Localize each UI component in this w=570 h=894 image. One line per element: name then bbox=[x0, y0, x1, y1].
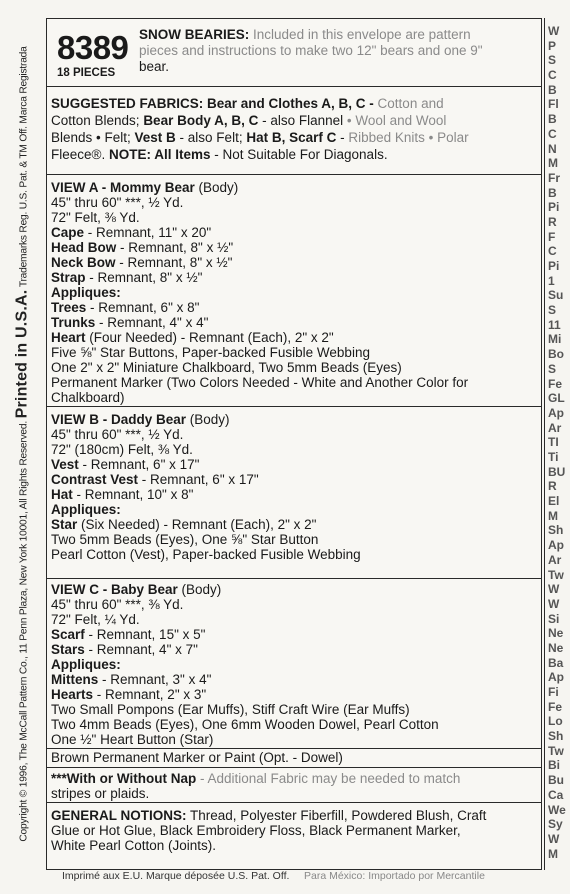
adjacent-text-fragment: TI bbox=[548, 435, 559, 449]
item-text: - Remnant, 15" x 5" bbox=[84, 627, 206, 642]
view-b-yardage-1: 45" thru 60" ***, ½ Yd. bbox=[51, 427, 184, 442]
view-a-item-head-bow bbox=[51, 241, 233, 255]
adjacent-text-fragment: C bbox=[548, 68, 557, 82]
general-notions-section bbox=[47, 803, 541, 869]
adjacent-text-fragment: W bbox=[548, 832, 560, 846]
fabrics-text: Cotton Blends; bbox=[51, 113, 144, 128]
view-a-item-cape bbox=[51, 226, 211, 240]
view-c-suffix: (Body) bbox=[177, 582, 222, 597]
item-label: Vest bbox=[51, 457, 79, 472]
adjacent-text-fragment: Tw bbox=[548, 568, 564, 582]
note-label: NOTE: All Items bbox=[108, 147, 211, 162]
adjacent-text-fragment: Pi bbox=[548, 259, 560, 273]
adjacent-text-fragment: Ne bbox=[548, 626, 564, 640]
copyright-text: Copyright © 1996, The McCall Pattern Co., 11 Penn Plaza, New York 10001, All Rights Reserved. bbox=[19, 421, 30, 842]
adjacent-text-fragment: C bbox=[548, 127, 557, 141]
adjacent-text-fragment: Bo bbox=[548, 347, 564, 361]
general-notions-label: GENERAL NOTIONS: bbox=[51, 808, 187, 823]
item-text: - Remnant, 10" x 8" bbox=[72, 487, 194, 502]
view-c-item-stars bbox=[51, 643, 198, 657]
pieces-count: 18 PIECES bbox=[57, 67, 116, 79]
adjacent-text-fragment: B bbox=[548, 83, 557, 97]
header-section bbox=[47, 19, 541, 87]
footer-line bbox=[62, 870, 485, 882]
item-label: Hat bbox=[51, 487, 73, 502]
pattern-title: SNOW BEARIES: bbox=[139, 27, 250, 42]
adjacent-text-fragment: Tw bbox=[548, 744, 564, 758]
view-c-item-scarf bbox=[51, 628, 205, 642]
view-c-title bbox=[51, 583, 221, 597]
adjacent-text-fragment: Bi bbox=[548, 758, 560, 772]
item-text: - Remnant, 6" x 8" bbox=[86, 300, 200, 315]
fabrics-text: Ribbed Knits bbox=[348, 130, 425, 145]
view-a-notion-1: Five ⅝" Star Buttons, Paper-backed Fusible Webbing bbox=[51, 345, 370, 360]
view-b-item-contrast-vest bbox=[51, 473, 259, 487]
fabrics-heading: SUGGESTED FABRICS: Bear and Clothes A, B, C - bbox=[51, 96, 374, 111]
view-b-title bbox=[51, 413, 230, 427]
view-c-yardage-2: 72" Felt, ¼ Yd. bbox=[51, 612, 140, 627]
view-b-notion-2: Pearl Cotton (Vest), Paper-backed Fusible Webbing bbox=[51, 547, 361, 562]
fabrics-item: Bear Body A, B, C bbox=[143, 113, 259, 128]
view-c-notion-2: Two 4mm Beads (Eyes), One 6mm Wooden Dowel, Pearl Cotton bbox=[51, 717, 439, 732]
nap-section bbox=[47, 767, 541, 803]
fabrics-text: - bbox=[336, 130, 349, 145]
fabrics-line-3 bbox=[51, 131, 469, 145]
adjacent-text-fragment: We bbox=[548, 803, 566, 817]
fabrics-text: • Polar bbox=[424, 130, 469, 145]
view-b-item-hat bbox=[51, 488, 193, 502]
adjacent-text-fragment: S bbox=[548, 362, 557, 376]
item-text: - Remnant, 11" x 20" bbox=[84, 225, 212, 240]
pattern-description-1: Included in this envelope are pattern bbox=[253, 27, 471, 42]
adjacent-text-fragment: R bbox=[548, 215, 557, 229]
view-a-appliques-label: Appliques: bbox=[51, 285, 121, 300]
adjacent-text-fragment: Ba bbox=[548, 656, 564, 670]
fabrics-line-1 bbox=[51, 97, 444, 111]
item-text: - Remnant, 6" x 17" bbox=[78, 457, 200, 472]
view-a-item-neck-bow bbox=[51, 256, 232, 270]
item-label: Strap bbox=[51, 270, 86, 285]
adjacent-text-fragment: Fi bbox=[548, 685, 559, 699]
adjacent-text-fragment: Ti bbox=[548, 450, 559, 464]
item-text: (Four Needed) - Remnant (Each), 2" x 2" bbox=[85, 330, 334, 345]
fabrics-item: Vest B bbox=[134, 130, 176, 145]
adjacent-text-fragment: Pi bbox=[548, 200, 560, 214]
view-a-suffix: (Body) bbox=[194, 180, 239, 195]
fabrics-text: Cotton and bbox=[373, 96, 444, 111]
adjacent-text-fragment: P bbox=[548, 39, 557, 53]
item-label: Neck Bow bbox=[51, 255, 116, 270]
view-c-applique-hearts bbox=[51, 688, 206, 702]
trademark-text: Trademarks Reg. U.S. Pat. & TM Off. Marca Registrada bbox=[19, 46, 30, 288]
item-label: Star bbox=[51, 517, 78, 532]
nap-line-1 bbox=[51, 772, 460, 786]
fabrics-line-2 bbox=[51, 114, 446, 128]
item-text: - Remnant, 4" x 4" bbox=[95, 315, 209, 330]
adjacent-text-fragment: M bbox=[548, 509, 558, 523]
adjacent-text-fragment: M bbox=[548, 156, 558, 170]
nap-label: ***With or Without Nap bbox=[51, 771, 197, 786]
view-a-notion-4: Chalkboard) bbox=[51, 390, 125, 405]
view-c-section bbox=[47, 579, 541, 749]
adjacent-text-fragment: S bbox=[548, 303, 557, 317]
side-copyright-strip bbox=[6, 18, 40, 870]
view-a-title bbox=[51, 181, 238, 195]
item-text: - Remnant, 4" x 7" bbox=[84, 642, 198, 657]
item-label: Heart bbox=[51, 330, 86, 345]
adjacent-text-fragment: B bbox=[548, 186, 557, 200]
side-copyright-text bbox=[14, 46, 32, 841]
view-a-section bbox=[47, 175, 541, 407]
header-line-1 bbox=[139, 28, 471, 42]
item-label: Mittens bbox=[51, 672, 99, 687]
item-text: - Remnant, 8" x ½" bbox=[115, 255, 233, 270]
adjacent-text-fragment: Fe bbox=[548, 700, 563, 714]
item-text: - Remnant, 3" x 4" bbox=[98, 672, 212, 687]
general-notions-line-1 bbox=[51, 809, 486, 823]
view-a-applique-trees bbox=[51, 301, 199, 315]
item-label: Contrast Vest bbox=[51, 472, 139, 487]
adjacent-text-fragment: GL bbox=[548, 391, 565, 405]
view-c-appliques-label: Appliques: bbox=[51, 657, 121, 672]
item-text: - Remnant, 8" x ½" bbox=[116, 240, 234, 255]
view-b-heading: VIEW B - Daddy Bear bbox=[51, 412, 187, 427]
adjacent-text-fragment: Ca bbox=[548, 788, 564, 802]
view-b-item-vest bbox=[51, 458, 199, 472]
item-label: Cape bbox=[51, 225, 85, 240]
pattern-number: 8389 bbox=[57, 29, 129, 66]
view-a-heading: VIEW A - Mommy Bear bbox=[51, 180, 195, 195]
view-b-appliques-label: Appliques: bbox=[51, 502, 121, 517]
adjacent-text-fragment: Fr bbox=[548, 171, 560, 185]
fabrics-section bbox=[47, 87, 541, 175]
general-notions-line-3: White Pearl Cotton (Joints). bbox=[51, 838, 217, 853]
general-notions-text: Thread, Polyester Fiberfill, Powdered Blush, Craft bbox=[186, 808, 487, 823]
view-b-applique-star bbox=[51, 518, 316, 532]
view-b-yardage-2: 72" (180cm) Felt, ⅜ Yd. bbox=[51, 442, 193, 457]
view-c-yardage-1: 45" thru 60" ***, ⅜ Yd. bbox=[51, 597, 184, 612]
adjacent-text-fragment: N bbox=[548, 142, 557, 156]
fabrics-line-4 bbox=[51, 148, 388, 162]
item-label: Stars bbox=[51, 642, 85, 657]
adjacent-text-fragment: BU bbox=[548, 465, 566, 479]
view-c-applique-mittens bbox=[51, 673, 211, 687]
adjacent-text-fragment: M bbox=[548, 847, 558, 861]
adjacent-text-fragment: Sy bbox=[548, 817, 563, 831]
view-a-yardage-1: 45" thru 60" ***, ½ Yd. bbox=[51, 195, 184, 210]
footer-left: Imprimé aux E.U. Marque déposée U.S. Pat. Off. bbox=[62, 870, 290, 882]
requirements-panel bbox=[46, 18, 542, 870]
fabrics-text: - also Felt; bbox=[175, 130, 247, 145]
fabrics-text: Fleece®. bbox=[51, 147, 109, 162]
adjacent-text-fragment: Fl bbox=[548, 97, 559, 111]
general-notions-line-2: Glue or Hot Glue, Black Embroidery Floss, Black Permanent Marker, bbox=[51, 823, 461, 838]
adjacent-text-fragment: C bbox=[548, 244, 557, 258]
adjacent-text-fragment: W bbox=[548, 582, 560, 596]
adjacent-text-fragment: Sh bbox=[548, 729, 564, 743]
adjacent-text-fragment: Ar bbox=[548, 421, 562, 435]
item-text: - Remnant, 2" x 3" bbox=[93, 687, 207, 702]
view-c-notion-3: One ½" Heart Button (Star) bbox=[51, 732, 214, 747]
item-text: - Remnant, 8" x ½" bbox=[85, 270, 203, 285]
adjacent-text-fragment: Ap bbox=[548, 670, 564, 684]
fabrics-text: Blends bbox=[51, 130, 97, 145]
view-c-notion-1: Two Small Pompons (Ear Muffs), Stiff Craft Wire (Ear Muffs) bbox=[51, 702, 410, 717]
adjacent-text-fragment: S bbox=[548, 53, 557, 67]
adjacent-text-fragment: Ap bbox=[548, 538, 564, 552]
view-c-notion-4: Brown Permanent Marker or Paint (Opt. - Dowel) bbox=[51, 750, 343, 765]
adjacent-text-fragment: W bbox=[548, 597, 560, 611]
pattern-description-3: bear. bbox=[139, 59, 170, 74]
adjacent-text-fragment: 11 bbox=[548, 318, 561, 332]
view-a-notion-3: Permanent Marker (Two Colors Needed - White and Another Color for bbox=[51, 375, 469, 390]
adjacent-text-fragment: Sh bbox=[548, 523, 564, 537]
view-c-heading: VIEW C - Baby Bear bbox=[51, 582, 178, 597]
note-text: - Not Suitable For Diagonals. bbox=[210, 147, 388, 162]
adjacent-text-fragment: W bbox=[548, 24, 560, 38]
item-label: Trees bbox=[51, 300, 87, 315]
adjacent-text-fragment: Ne bbox=[548, 641, 564, 655]
adjacent-text-fragment: R bbox=[548, 479, 557, 493]
item-label: Head Bow bbox=[51, 240, 117, 255]
view-a-notion-2: One 2" x 2" Miniature Chalkboard, Two 5mm Beads (Eyes) bbox=[51, 360, 402, 375]
view-a-applique-heart bbox=[51, 331, 334, 345]
view-b-notion-1: Two 5mm Beads (Eyes), One ⅝" Star Button bbox=[51, 532, 319, 547]
item-label: Hearts bbox=[51, 687, 94, 702]
nap-text: - Additional Fabric may be needed to match bbox=[196, 771, 461, 786]
nap-line-2: stripes or plaids. bbox=[51, 786, 150, 801]
adjacent-text-fragment: F bbox=[548, 230, 556, 244]
fabrics-item: Hat B, Scarf C bbox=[246, 130, 337, 145]
item-text: (Six Needed) - Remnant (Each), 2" x 2" bbox=[77, 517, 317, 532]
item-label: Trunks bbox=[51, 315, 96, 330]
view-a-item-strap bbox=[51, 271, 202, 285]
view-a-applique-trunks bbox=[51, 316, 208, 330]
adjacent-text-fragment: Su bbox=[548, 288, 564, 302]
adjacent-text-fragment: B bbox=[548, 112, 557, 126]
item-label: Scarf bbox=[51, 627, 85, 642]
item-text: - Remnant, 6" x 17" bbox=[138, 472, 259, 487]
adjacent-text-fragment: Ar bbox=[548, 553, 562, 567]
fabrics-text: • Wool and Wool bbox=[343, 113, 447, 128]
fabrics-text: - also Flannel bbox=[258, 113, 344, 128]
adjacent-text-fragment: Fe bbox=[548, 377, 563, 391]
view-a-yardage-2: 72" Felt, ⅜ Yd. bbox=[51, 210, 140, 225]
adjacent-text-fragment: Mi bbox=[548, 332, 562, 346]
footer-right: Para México: Importado por Mercantile bbox=[304, 870, 485, 882]
adjacent-text-fragment: 1 bbox=[548, 274, 555, 288]
adjacent-text-fragment: Lo bbox=[548, 714, 563, 728]
view-b-suffix: (Body) bbox=[186, 412, 230, 427]
adjacent-text-fragment: El bbox=[548, 494, 560, 508]
view-b-section bbox=[47, 407, 541, 579]
fabrics-text: • Felt; bbox=[96, 130, 135, 145]
printed-in-text: Printed in U.S.A. bbox=[14, 289, 31, 419]
adjacent-text-fragment: Bu bbox=[548, 773, 564, 787]
pattern-description-2: pieces and instructions to make two 12" bears and one 9" bbox=[139, 43, 483, 58]
adjacent-text-fragment: Ap bbox=[548, 406, 564, 420]
adjacent-column-edge bbox=[544, 18, 570, 870]
adjacent-text-fragment: Si bbox=[548, 612, 560, 626]
